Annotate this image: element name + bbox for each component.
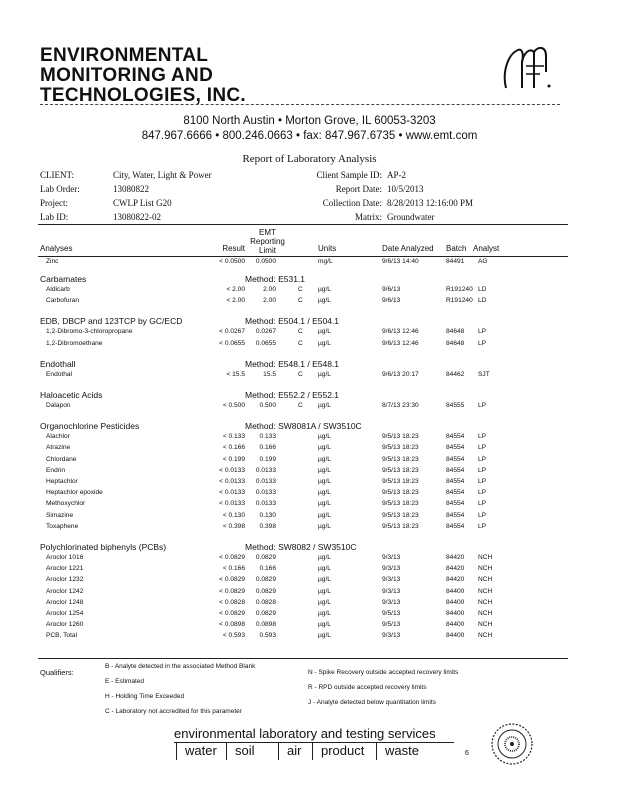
cell-analyst: NCH [478,621,493,629]
cell-limit: 0.0133 [255,466,276,474]
table-row [0,588,619,599]
cell-result: < 0.166 [222,444,245,452]
cell-limit: 2.00 [263,286,276,293]
table-row [0,632,619,643]
page-number: 6 [465,750,469,757]
section-method: Method: SW8082 / SW3510C [245,542,357,552]
cell-result: < 0.0828 [219,598,245,606]
cell-batch: 84554 [446,500,465,508]
footer-tagline: environmental laboratory and testing services [174,726,436,741]
cell-analyst: NCH [478,576,493,584]
cell-date: 8/7/13 23:30 [382,402,419,409]
cell-units: µg/L [318,565,331,573]
lab-order-value: 13080822 [113,184,149,194]
report-title: Report of Laboratory Analysis [242,153,377,165]
cell-date: 9/5/13 18:23 [382,478,419,485]
cell-units: µg/L [318,466,331,474]
cell-result: < 0.0829 [219,610,245,617]
cell-name: Heptachlor [46,478,78,485]
cell-qual: C [298,402,303,409]
cell-analyst: LP [478,511,487,519]
cell-batch: 84491 [446,258,465,265]
cell-analyst: NCH [478,587,493,595]
cell-units: µg/L [318,511,331,519]
qualifier-b: B - Analyte detected in the associated Method Blank [105,663,256,670]
cell-name: Atrazine [46,444,71,452]
section-title: Organochlorine Pesticides [40,421,140,432]
cell-date: 9/6/13 [382,297,401,305]
col-date-analyzed: Date Analyzed [382,244,434,253]
project-label: Project: [40,198,68,208]
cell-limit: 0.0829 [255,554,276,561]
lab-id-value: 13080822-02 [113,212,161,222]
cell-name: Dalapon [46,402,71,409]
cell-units: µg/L [318,370,331,378]
cell-analyst: LP [478,402,487,409]
cell-batch: 84554 [446,455,465,463]
cell-result: < 0.398 [222,522,245,530]
cell-name: Chlordane [46,455,77,463]
cell-name: Aroclor 1254 [46,610,84,617]
cell-name: Heptachlor epoxide [46,489,103,497]
collection-date-value: 8/28/2013 12:16:00 PM [387,198,474,208]
table-row [0,297,619,308]
service-waste: waste [376,742,432,760]
cell-units: µg/L [318,402,331,409]
cell-batch: R191240 [446,297,473,305]
cell-units: µg/L [318,500,331,508]
cell-limit: 0.0829 [255,587,276,595]
cell-batch: 84554 [446,444,465,452]
cell-analyst: LP [478,455,487,463]
cell-batch: 84555 [446,402,465,409]
table-row [0,340,619,351]
service-soil: soil [226,742,278,760]
cell-date: 9/6/13 12:46 [382,328,419,336]
section-title: Endothall [40,358,76,369]
cell-analyst: LD [478,286,487,293]
cell-date: 9/5/13 18:23 [382,500,419,508]
cell-limit: 0.0829 [255,576,276,584]
client-label: CLIENT: [40,170,75,180]
cell-result: < 2.00 [226,286,245,293]
client-value: City, Water, Light & Power [113,170,212,180]
company-address: 8100 North Austin • Morton Grove, IL 60053-3203 [183,115,436,127]
cell-units: µg/L [318,478,331,485]
service-air: air [278,742,312,760]
cell-limit: 0.130 [259,511,276,519]
cell-date: 9/5/13 [382,610,401,617]
col-analyses: Analyses [40,244,73,253]
cell-name: Alachlor [46,433,70,441]
cell-analyst: LP [478,478,487,485]
cell-limit: 0.166 [259,444,276,452]
cell-result: < 0.0133 [219,466,245,474]
cell-limit: 0.0267 [255,328,276,336]
cell-units: µg/L [318,433,331,441]
cell-batch: 84554 [446,511,465,519]
cell-name: Aroclor 1260 [46,621,84,629]
company-name-line-3: TECHNOLOGIES, INC. [40,85,246,106]
cell-analyst: NCH [478,554,493,561]
cell-name: Toxaphene [46,522,79,530]
emt-logo-icon [500,42,552,92]
cell-limit: 0.0500 [255,258,276,265]
qualifier-n: N - Spike Recovery outside accepted recovery limits [308,669,459,676]
cell-batch: 84648 [446,339,465,347]
cell-analyst: LP [478,466,487,474]
cell-analyst: LP [478,433,487,441]
company-contact: 847.967.6666 • 800.246.0663 • fax: 847.967.6735 • www.emt.com [141,130,478,142]
qualifier-e: E - Estimated [105,678,145,685]
cell-analyst: SJT [478,370,490,378]
table-row [0,489,619,500]
cell-name: Carbofuran [46,297,79,305]
lab-order-label: Lab Order: [40,184,80,194]
cell-analyst: LP [478,444,487,452]
table-row [0,523,619,534]
cell-date: 9/3/13 [382,598,401,606]
cell-units: µg/L [318,621,331,629]
cell-result: < 2.00 [226,297,245,305]
col-result: Result [222,244,245,253]
lab-id-label: Lab ID: [40,212,69,222]
cell-qual: C [298,328,303,336]
table-row [0,467,619,478]
cell-name: Aroclor 1221 [46,565,84,573]
matrix-label: Matrix: [355,212,382,222]
cell-analyst: AG [478,258,488,265]
qualifier-j: J - Analyte detected below quantitation limits [308,699,436,706]
cell-batch: 84400 [446,598,465,606]
qualifiers-label: Qualifiers: [40,668,74,677]
cell-date: 9/6/13 20:17 [382,370,419,378]
qualifier-r: R - RPD outside accepted recovery limits [308,684,427,691]
cell-result: < 0.0500 [219,258,245,265]
cell-name: 1,2-Dibromo-3-chloropropane [46,328,133,336]
cell-analyst: LP [478,339,487,347]
table-row [0,621,619,632]
table-row [0,576,619,587]
table-row [0,444,619,455]
cell-result: < 0.0898 [219,621,245,629]
cell-result: < 0.0829 [219,554,245,561]
company-name [40,46,246,106]
section-method: Method: E548.1 / E548.1 [245,358,340,369]
table-row [0,286,619,297]
cell-date: 9/5/13 18:23 [382,511,419,519]
table-row [0,456,619,467]
cell-limit: 0.0898 [255,621,276,629]
cell-limit: 0.398 [259,522,276,530]
section-title: EDB, DBCP and 123TCP by GC/ECD [40,316,183,327]
table-row [0,512,619,523]
company-name-line-2: MONITORING AND [40,65,214,86]
cell-batch: 84554 [446,478,465,485]
cell-name: Simazine [46,511,74,519]
cell-units: µg/L [318,297,331,305]
cell-qual: C [298,370,303,378]
table-row [0,371,619,382]
section-title: Carbamates [40,274,87,284]
cell-date: 9/3/13 [382,576,401,584]
cell-batch: 84420 [446,576,465,584]
cell-name: Endothal [46,370,73,378]
cell-result: < 0.0133 [219,478,245,485]
cell-limit: 0.0829 [255,610,276,617]
cell-result: < 0.166 [222,565,245,573]
cell-result: < 0.500 [222,402,245,409]
cell-batch: 84400 [446,632,465,640]
cell-name: Aroclor 1232 [46,576,84,584]
cell-result: < 0.199 [222,455,245,463]
cell-analyst: LP [478,522,487,530]
cell-analyst: LD [478,297,487,305]
cell-limit: 0.0133 [255,500,276,508]
cell-units: µg/L [318,328,331,336]
cell-analyst: NCH [478,610,493,617]
cell-date: 9/3/13 [382,632,401,640]
cell-result: < 0.0267 [219,328,245,336]
cell-limit: 0.0133 [255,489,276,497]
cell-limit: 0.166 [259,565,276,573]
col-batch: Batch [446,244,467,253]
cell-date: 9/5/13 [382,621,401,629]
cell-limit: 0.199 [259,455,276,463]
table-row [0,433,619,444]
cell-date: 9/6/13 14:40 [382,258,419,265]
cell-result: < 0.593 [222,632,245,640]
service-water: water [176,742,226,760]
cell-units: mg/L [318,258,333,265]
table-row [0,565,619,576]
accreditation-seal-icon [490,722,534,766]
cell-result: < 15.5 [226,370,245,378]
section-method: Method: E504.1 / E504.1 [245,316,340,327]
cell-analyst: LP [478,489,487,497]
cell-units: µg/L [318,286,331,293]
section-method: Method: E552.2 / E552.1 [245,390,340,400]
cell-analyst: NCH [478,565,493,573]
cell-batch: 84400 [446,621,465,629]
cell-date: 9/5/13 18:23 [382,455,419,463]
cell-limit: 0.0655 [255,339,276,347]
cell-name: Aroclor 1242 [46,587,84,595]
cell-result: < 0.130 [222,511,245,519]
cell-batch: R191240 [446,286,473,293]
header-divider [40,104,560,105]
cell-result: < 0.0133 [219,489,245,497]
col-limit: Limit [259,246,276,255]
cell-name: Zinc [46,258,59,265]
cell-date: 9/5/13 18:23 [382,444,419,452]
report-date-label: Report Date: [335,184,382,194]
cell-batch: 84554 [446,466,465,474]
cell-date: 9/6/13 12:46 [382,339,419,347]
cell-limit: 15.5 [263,370,276,378]
client-sample-label: Client Sample ID: [316,170,382,180]
section-title: Polychlorinated biphenyls (PCBs) [40,542,167,552]
cell-batch: 84554 [446,433,465,441]
cell-date: 9/5/13 18:23 [382,466,419,474]
col-units: Units [318,244,337,253]
cell-limit: 0.0133 [255,478,276,485]
cell-limit: 2.00 [263,297,276,305]
section-method: Method: E531.1 [245,274,306,284]
col-analyst: Analyst [473,244,500,253]
service-product: product [312,742,376,760]
cell-batch: 84420 [446,565,465,573]
cell-name: PCB, Total [46,632,78,640]
report-date-value: 10/5/2013 [387,184,424,194]
table-row [0,500,619,511]
client-sample-value: AP-2 [387,170,407,180]
cell-limit: 0.593 [259,632,276,640]
table-row [0,599,619,610]
cell-batch: 84648 [446,328,465,336]
section-method: Method: SW8081A / SW3510C [245,421,362,432]
section-title: Haloacetic Acids [40,390,103,400]
cell-units: µg/L [318,587,331,595]
cell-qual: C [298,297,303,305]
cell-name: Aroclor 1016 [46,554,84,561]
cell-batch: 84554 [446,522,465,530]
table-bottom-rule [38,658,568,659]
cell-units: µg/L [318,598,331,606]
cell-batch: 84554 [446,489,465,497]
table-row [0,258,619,269]
cell-name: 1,2-Dibromoethane [46,339,103,347]
cell-units: µg/L [318,444,331,452]
cell-limit: 0.133 [259,433,276,441]
qualifier-h: H - Holding Time Exceeded [105,693,185,700]
table-header-rule [38,256,568,257]
project-value: CWLP List G20 [113,198,172,208]
company-name-line-1: ENVIRONMENTAL [40,45,209,66]
cell-name: Methoxychlor [46,500,86,508]
cell-date: 9/3/13 [382,554,401,561]
cell-units: µg/L [318,522,331,530]
cell-analyst: NCH [478,632,493,640]
cell-batch: 84400 [446,610,465,617]
col-reporting: Reporting [250,237,285,246]
cell-date: 9/5/13 18:23 [382,522,419,530]
cell-analyst: NCH [478,598,493,606]
cell-units: µg/L [318,455,331,463]
cell-batch: 84420 [446,554,465,561]
cell-units: µg/L [318,554,331,561]
matrix-value: Groundwater [387,212,435,222]
table-row [0,554,619,565]
cell-name: Aldicarb [46,286,70,293]
table-top-rule [38,224,568,225]
qualifier-c: C - Laboratory not accredited for this parameter [105,708,242,715]
cell-date: 9/6/13 [382,286,401,293]
cell-qual: C [298,286,303,293]
cell-name: Aroclor 1248 [46,598,84,606]
cell-result: < 0.0829 [219,587,245,595]
cell-units: µg/L [318,610,331,617]
cell-analyst: LP [478,328,487,336]
cell-batch: 84400 [446,587,465,595]
table-row [0,402,619,413]
cell-date: 9/3/13 [382,587,401,595]
table-row [0,478,619,489]
cell-result: < 0.133 [222,433,245,441]
cell-analyst: LP [478,500,487,508]
cell-limit: 0.0828 [255,598,276,606]
cell-qual: C [298,339,303,347]
collection-date-label: Collection Date: [322,198,382,208]
cell-name: Endrin [46,466,66,474]
cell-result: < 0.0133 [219,500,245,508]
cell-units: µg/L [318,632,331,640]
cell-batch: 84462 [446,370,465,378]
cell-units: µg/L [318,576,331,584]
cell-date: 9/5/13 18:23 [382,489,419,497]
table-row [0,328,619,339]
cell-units: µg/L [318,489,331,497]
cell-date: 9/5/13 18:23 [382,433,419,441]
cell-limit: 0.500 [259,402,276,409]
cell-date: 9/3/13 [382,565,401,573]
col-emt: EMT [259,228,276,237]
cell-units: µg/L [318,339,331,347]
table-row [0,610,619,621]
cell-result: < 0.0829 [219,576,245,584]
cell-result: < 0.0655 [219,339,245,347]
